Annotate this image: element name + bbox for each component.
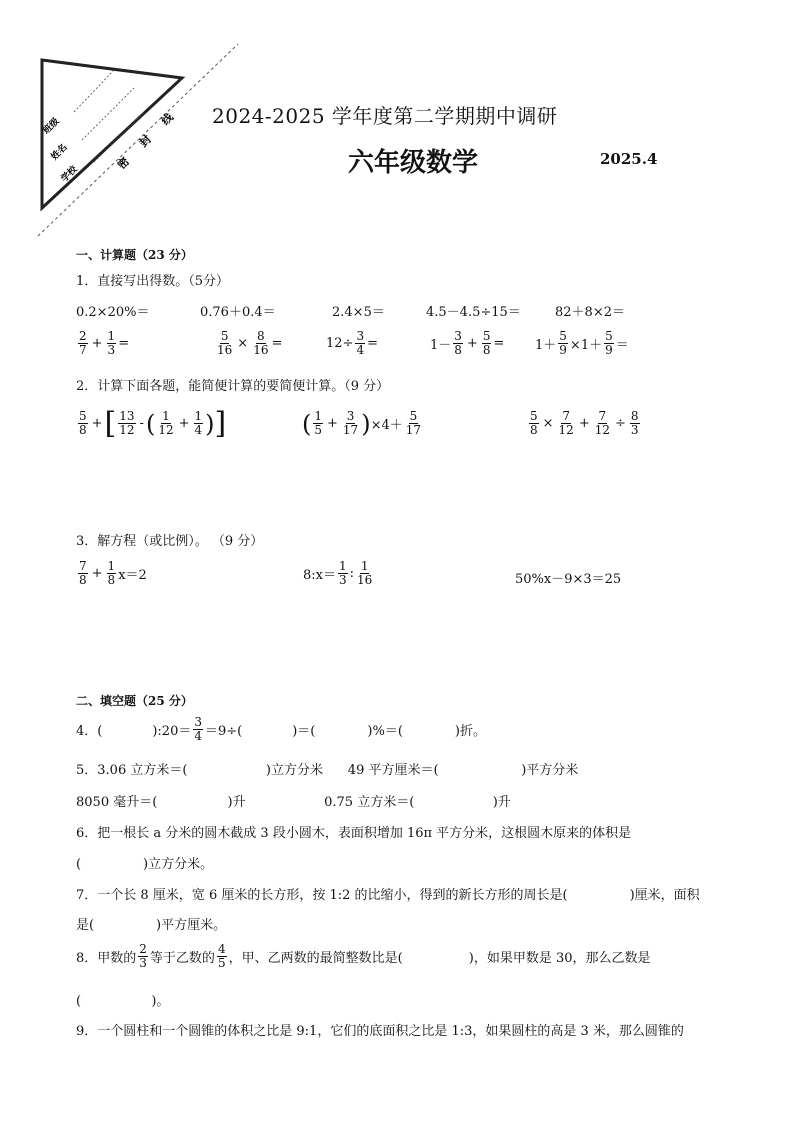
q9-line1: 9．一个圆柱和一个圆锥的体积之比是 9:1，它们的底面积之比是 1:3，如果圆柱的高是 3 米，那么圆锥的 [76, 1024, 684, 1039]
seal-mark-mi: 密 [114, 154, 132, 172]
q7-line1: 7．一个长 8 厘米，宽 6 厘米的长方形，按 1:2 的比缩小，得到的新长方形的周长是( )厘米，面积 [76, 888, 700, 903]
q8-line2: ( )。 [76, 994, 170, 1009]
q1-text: 1．直接写出得数。（5分） [76, 274, 230, 289]
q1-item-2: 0.76＋0.4＝ [200, 305, 276, 320]
exam-date: 2025.4 [600, 150, 658, 168]
exam-title: 2024-2025 学年度第二学期期中调研 [212, 104, 558, 128]
q8-line1: 8．甲数的 $\frac{2}{3}$ 等于乙数的 $\frac{4}{5}$ ，甲、乙两数的最简整数比是( )，如果甲数是 30，那么乙数是 [76, 942, 651, 970]
q7-line2: 是( )平方厘米。 [76, 918, 227, 933]
q1-item-8: 12÷ $\frac{3}{4}$ = [326, 329, 378, 357]
q1-item-4: 4.5－4.5÷15＝ [426, 305, 521, 320]
q3-equation-b: 8:x＝ $\frac{1}{3}$ : $\frac{1}{16}$ [303, 559, 373, 587]
q2-expr-a: $\frac{5}{8}$ + [ $\frac{13}{12}$ - ( $\frac{1}{12}$ + $\frac{1}{4}$ ) ] [79, 405, 227, 441]
section1-title: 一、计算题（23 分） [76, 248, 193, 262]
seal-binding-corner [34, 40, 244, 240]
q3-equation-c: 50%x－9×3＝25 [515, 572, 622, 587]
q3-text: 3．解方程（或比例）。 （9 分） [76, 534, 264, 549]
q1-item-1: 0.2×20%＝ [76, 305, 150, 320]
q4: 4．( ):20＝ $\frac{3}{4}$ ＝9÷( )＝( )%＝( )折。 [76, 715, 486, 743]
q6-line1: 6．把一根长 a 分米的圆木截成 3 段小圆木，表面积增加 16π 平方分米，这根圆木原来的体积是 [76, 826, 632, 841]
q6-line2: ( )立方分米。 [76, 857, 214, 872]
q1-item-7: $\frac{5}{16}$ × $\frac{8}{16}$ = [217, 329, 283, 357]
q2-expr-c: $\frac{5}{8}$ × $\frac{7}{12}$ + $\frac{7}{12}$ ÷ $\frac{8}{3}$ [530, 409, 639, 437]
subject-title: 六年级数学 [348, 148, 479, 178]
seal-field-school: 学校 [59, 164, 80, 185]
section2-title: 二、填空题（25 分） [76, 694, 193, 708]
seal-mark-feng: 封 [136, 132, 154, 150]
q5-line2: 8050 毫升＝( )升 0.75 立方米＝( )升 [76, 795, 511, 810]
seal-field-class: 班级 [41, 116, 62, 137]
q1-item-5: 82＋8×2＝ [555, 305, 625, 320]
q1-item-10: 1＋ $\frac{5}{9}$ ×1＋ $\frac{5}{9}$ ＝ [535, 329, 629, 357]
q2-expr-b: ( $\frac{1}{5}$ + $\frac{3}{17}$ ) ×4＋ $\frac{5}{17}$ [302, 409, 422, 438]
q5-line1: 5．3.06 立方米＝( )立方分米 49 平方厘米＝( )平方分米 [76, 763, 579, 778]
q1-item-9: 1－ $\frac{3}{8}$ + $\frac{5}{8}$ = [430, 329, 505, 357]
seal-field-name: 姓名 [49, 142, 70, 163]
q1-item-3: 2.4×5＝ [332, 305, 385, 320]
q1-item-6: $\frac{2}{7}$ + $\frac{1}{3}$ = [79, 329, 130, 357]
q3-equation-a: $\frac{7}{8}$ + $\frac{1}{8}$ x＝2 [79, 559, 147, 587]
seal-mark-xian: 线 [158, 110, 176, 128]
q2-text: 2．计算下面各题，能简便计算的要简便计算。（9 分） [76, 379, 390, 394]
